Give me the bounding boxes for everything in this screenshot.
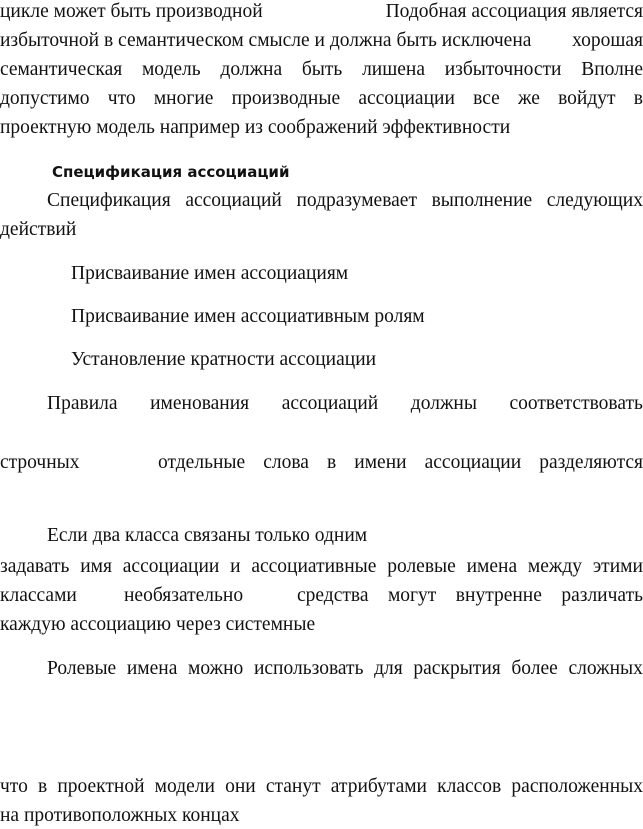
text-line-5 xyxy=(0,116,643,140)
word: задавать xyxy=(0,556,70,577)
word: между xyxy=(527,556,583,577)
word: производные xyxy=(231,88,341,109)
word: войдут xyxy=(558,88,616,109)
word: быть xyxy=(301,59,343,80)
word: более xyxy=(511,658,558,679)
word: сложных xyxy=(568,658,643,679)
text-line-1 xyxy=(0,0,643,24)
word: же xyxy=(518,88,540,109)
word: семантическая xyxy=(0,59,123,80)
word: различать xyxy=(561,585,643,606)
word: классами xyxy=(0,585,77,606)
word: проектной xyxy=(57,776,145,797)
word: классов xyxy=(437,776,502,797)
word: многие xyxy=(153,88,214,109)
word: в xyxy=(37,776,48,797)
word: ассоциаций xyxy=(185,190,282,211)
word: необязательно xyxy=(124,585,244,606)
word: и xyxy=(230,556,241,577)
lowercase-line xyxy=(0,451,643,475)
word: соответствовать xyxy=(509,393,643,414)
word: подразумевает xyxy=(296,190,417,211)
rules-line xyxy=(47,392,643,416)
word: имя xyxy=(80,556,112,577)
word: Вполне xyxy=(581,59,643,80)
list-item: Присваивание имен ассоциациям xyxy=(71,263,349,284)
word: должна xyxy=(220,59,283,80)
word: Ролевые xyxy=(47,658,117,679)
word: имена xyxy=(466,556,518,577)
word: ассоциации xyxy=(358,88,455,109)
text-line-3 xyxy=(0,58,643,82)
word: модели xyxy=(154,776,215,797)
word: выполнение xyxy=(431,190,533,211)
word: следующих xyxy=(546,190,643,211)
lowercase-line-rest xyxy=(158,451,643,475)
word: внутренне xyxy=(455,585,542,606)
word: лишена xyxy=(362,59,425,80)
text-line-2 xyxy=(0,29,643,53)
word: в xyxy=(327,452,337,473)
word: ассоциации xyxy=(122,556,220,577)
word: можно xyxy=(188,658,244,679)
word: ассоциации xyxy=(424,452,522,473)
word: все xyxy=(473,88,500,109)
text-segment: цикле может быть производной xyxy=(0,1,263,22)
two-class-line-1: Если два класса связаны только одним xyxy=(47,525,368,546)
word: они xyxy=(225,776,256,797)
roles-line-3: на противоположных концах xyxy=(0,805,240,826)
word: использовать xyxy=(253,658,364,679)
two-class-line-2 xyxy=(0,555,643,579)
roles-line-2 xyxy=(0,775,643,799)
two-class-line-3 xyxy=(0,584,643,608)
word: модель xyxy=(141,59,201,80)
word: что xyxy=(107,88,136,109)
word: должны xyxy=(410,393,477,414)
word: Правила xyxy=(47,393,118,414)
text-segment: избыточной в семантическом смысле и должна быть исключена xyxy=(0,30,532,51)
word: для xyxy=(374,658,403,679)
roles-line-1 xyxy=(47,657,643,681)
word: ассоциаций xyxy=(281,393,379,414)
word: отдельные xyxy=(158,452,246,473)
text-segment: хорошая xyxy=(572,30,643,51)
word: в xyxy=(633,88,643,109)
word: раскрытия xyxy=(413,658,501,679)
word: ассоциативные xyxy=(251,556,377,577)
word: именования xyxy=(150,393,250,414)
section-heading: Спецификация ассоциаций xyxy=(52,163,290,181)
word: средства xyxy=(297,585,369,606)
word: имена xyxy=(126,658,178,679)
two-class-line-3-rest xyxy=(297,584,643,608)
spec-paragraph-line-2: действий xyxy=(0,219,77,240)
list-item: Присваивание имен ассоциативным ролям xyxy=(71,306,425,327)
word: избыточности xyxy=(444,59,562,80)
word: что xyxy=(0,776,28,797)
word: могут xyxy=(387,585,437,606)
word: ролевые xyxy=(387,556,456,577)
text-segment: Подобная ассоциация является xyxy=(385,1,643,22)
word: имени xyxy=(354,452,407,473)
word: этими xyxy=(592,556,643,577)
two-class-line-4: каждую ассоциацию через системные xyxy=(0,614,316,635)
word: Спецификация xyxy=(47,190,171,211)
text-line-4 xyxy=(0,87,643,111)
word: допустимо xyxy=(0,88,90,109)
word: атрибутами xyxy=(330,776,427,797)
text-segment: проектную модель например из соображений эффективности xyxy=(0,117,511,138)
word: слова xyxy=(263,452,309,473)
word: станут xyxy=(265,776,321,797)
word: строчных xyxy=(0,452,80,473)
list-item: Установление кратности ассоциации xyxy=(71,349,377,370)
spec-paragraph-line-1 xyxy=(47,189,643,213)
word: расположенных xyxy=(511,776,643,797)
word: разделяются xyxy=(539,452,643,473)
